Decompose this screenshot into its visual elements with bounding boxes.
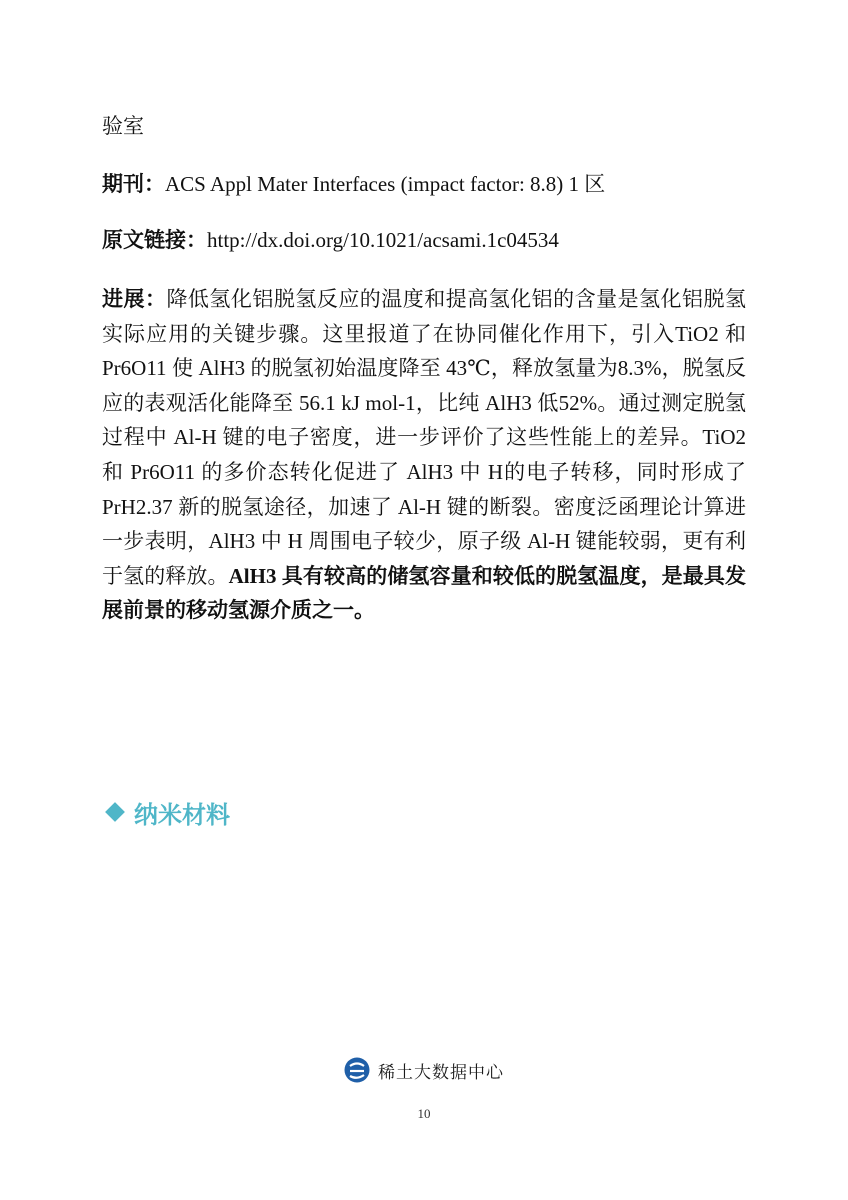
progress-label: 进展： bbox=[102, 287, 167, 311]
diamond-icon bbox=[105, 802, 125, 822]
journal-value: ACS Appl Mater Interfaces (impact factor: 8.8) 1 区 bbox=[165, 172, 606, 196]
link-value[interactable]: http://dx.doi.org/10.1021/acsami.1c04534 bbox=[207, 228, 559, 252]
journal-line bbox=[102, 172, 746, 196]
page-number: 10 bbox=[417, 1106, 431, 1121]
link-label: 原文链接： bbox=[102, 228, 207, 252]
journal-label: 期刊： bbox=[102, 172, 165, 196]
section-title: 纳米材料 bbox=[134, 800, 230, 829]
footer-brand: 稀土大数据中心 bbox=[378, 1062, 504, 1083]
re-logo-icon bbox=[344, 1057, 370, 1083]
section-heading bbox=[104, 797, 230, 827]
page-footer bbox=[0, 1057, 848, 1083]
progress-bold-tail: AlH3 具有较高的储氢容量和较低的脱氢温度，是最具发展前景的移动氢源介质之一。 bbox=[102, 563, 746, 623]
lab-text: 验室 bbox=[102, 114, 144, 138]
text-line-lab bbox=[102, 114, 746, 138]
progress-body: 降低氢化铝脱氢反应的温度和提高氢化铝的含量是氢化铝脱氢实际应用的关键步骤。这里报道了在协同催化作用下，引入TiO2 和 Pr6O11 使 AlH3 的脱氢初始温度降至 43℃，释放氢量为8.3%，脱氢反应的表观活化能降至 56.1 kJ mol-1，比纯 AlH3 低52%。通过测定脱氢过程中 Al-H 键的电子密度，进一步评价了这些性能上的差异。TiO2 和 Pr6O11 的多价态转化促进了 AlH3 中 H的电子转移，同时形成了 PrH2.37 新的脱氢途径，加速了 Al-H 键的断裂。密度泛函理论计算进一步表明，AlH3 中 H 周围电子较少，原子级 Al-H 键能较弱，更有利于氢的释放。 bbox=[102, 287, 747, 588]
link-line bbox=[102, 228, 746, 252]
progress-paragraph bbox=[102, 282, 746, 628]
